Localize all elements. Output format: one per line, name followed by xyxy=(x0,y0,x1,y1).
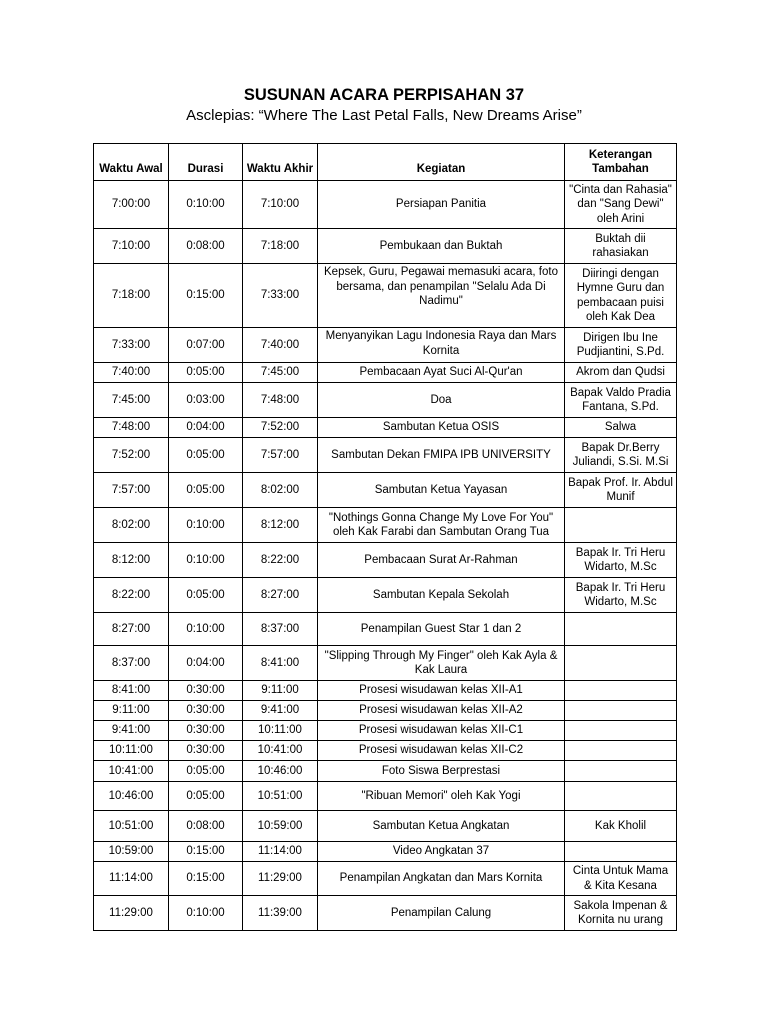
activity-cell: Prosesi wisudawan kelas XII-C1 xyxy=(318,721,565,741)
time-end-cell: 8:12:00 xyxy=(243,508,318,543)
activity-cell: "Slipping Through My Finger" oleh Kak Ayla & Kak Laura xyxy=(318,646,565,681)
time-end-cell: 10:46:00 xyxy=(243,761,318,782)
time-start-cell: 7:40:00 xyxy=(94,363,169,383)
activity-cell: Sambutan Ketua Angkatan xyxy=(318,811,565,842)
time-end-cell: 7:40:00 xyxy=(243,328,318,363)
time-end-cell: 10:59:00 xyxy=(243,811,318,842)
column-header-start: Waktu Awal xyxy=(94,144,169,181)
time-start-cell: 7:18:00 xyxy=(94,264,169,328)
time-end-cell: 10:51:00 xyxy=(243,782,318,811)
time-end-cell: 9:11:00 xyxy=(243,681,318,701)
duration-cell: 0:10:00 xyxy=(169,508,243,543)
duration-cell: 0:30:00 xyxy=(169,681,243,701)
time-end-cell: 8:02:00 xyxy=(243,473,318,508)
time-start-cell: 8:22:00 xyxy=(94,578,169,613)
activity-cell: Penampilan Angkatan dan Mars Kornita xyxy=(318,862,565,896)
note-cell: Diiringi dengan Hymne Guru dan pembacaan puisi oleh Kak Dea xyxy=(565,264,677,328)
column-header-notes: Keterangan Tambahan xyxy=(565,144,677,181)
activity-cell: Pembacaan Surat Ar-Rahman xyxy=(318,543,565,578)
time-start-cell: 7:45:00 xyxy=(94,383,169,418)
document-subtitle: Asclepias: “Where The Last Petal Falls, New Dreams Arise” xyxy=(186,107,582,124)
time-start-cell: 10:41:00 xyxy=(94,761,169,782)
table-row xyxy=(94,701,677,721)
time-start-cell: 8:12:00 xyxy=(94,543,169,578)
note-cell xyxy=(565,761,677,782)
note-cell: Salwa xyxy=(565,418,677,438)
time-start-cell: 7:00:00 xyxy=(94,181,169,229)
note-cell xyxy=(565,508,677,543)
duration-cell: 0:08:00 xyxy=(169,811,243,842)
activity-cell: Sambutan Ketua Yayasan xyxy=(318,473,565,508)
time-start-cell: 8:37:00 xyxy=(94,646,169,681)
activity-cell: Pembukaan dan Buktah xyxy=(318,229,565,264)
time-end-cell: 8:37:00 xyxy=(243,613,318,646)
activity-cell: Sambutan Dekan FMIPA IPB UNIVERSITY xyxy=(318,438,565,473)
time-end-cell: 10:11:00 xyxy=(243,721,318,741)
duration-cell: 0:05:00 xyxy=(169,363,243,383)
time-start-cell: 7:57:00 xyxy=(94,473,169,508)
duration-cell: 0:30:00 xyxy=(169,701,243,721)
schedule-rows xyxy=(94,181,677,931)
time-end-cell: 8:22:00 xyxy=(243,543,318,578)
table-row xyxy=(94,438,677,473)
time-start-cell: 7:10:00 xyxy=(94,229,169,264)
activity-cell: Persiapan Panitia xyxy=(318,181,565,229)
table-row xyxy=(94,473,677,508)
activity-cell: Penampilan Calung xyxy=(318,896,565,931)
activity-cell: Video Angkatan 37 xyxy=(318,842,565,862)
table-row xyxy=(94,264,677,328)
note-cell xyxy=(565,613,677,646)
note-cell: Cinta Untuk Mama & Kita Kesana xyxy=(565,862,677,896)
activity-cell: Penampilan Guest Star 1 dan 2 xyxy=(318,613,565,646)
time-start-cell: 7:52:00 xyxy=(94,438,169,473)
activity-cell: Doa xyxy=(318,383,565,418)
duration-cell: 0:05:00 xyxy=(169,473,243,508)
table-row xyxy=(94,842,677,862)
time-start-cell: 10:46:00 xyxy=(94,782,169,811)
time-end-cell: 8:27:00 xyxy=(243,578,318,613)
note-cell: Bapak Dr.Berry Juliandi, S.Si. M.Si xyxy=(565,438,677,473)
time-end-cell: 10:41:00 xyxy=(243,741,318,761)
note-cell xyxy=(565,721,677,741)
activity-cell: Prosesi wisudawan kelas XII-C2 xyxy=(318,741,565,761)
time-end-cell: 11:29:00 xyxy=(243,862,318,896)
duration-cell: 0:08:00 xyxy=(169,229,243,264)
duration-cell: 0:07:00 xyxy=(169,328,243,363)
time-end-cell: 7:33:00 xyxy=(243,264,318,328)
note-cell xyxy=(565,701,677,721)
note-cell xyxy=(565,741,677,761)
table-row xyxy=(94,383,677,418)
note-cell: Bapak Prof. Ir. Abdul Munif xyxy=(565,473,677,508)
duration-cell: 0:05:00 xyxy=(169,761,243,782)
time-start-cell: 10:59:00 xyxy=(94,842,169,862)
schedule-table xyxy=(93,143,677,931)
duration-cell: 0:10:00 xyxy=(169,613,243,646)
table-row xyxy=(94,896,677,931)
table-row xyxy=(94,181,677,229)
table-row xyxy=(94,761,677,782)
table-row xyxy=(94,418,677,438)
time-end-cell: 11:14:00 xyxy=(243,842,318,862)
table-row xyxy=(94,862,677,896)
table-row xyxy=(94,363,677,383)
time-end-cell: 9:41:00 xyxy=(243,701,318,721)
duration-cell: 0:05:00 xyxy=(169,438,243,473)
duration-cell: 0:05:00 xyxy=(169,782,243,811)
time-start-cell: 9:41:00 xyxy=(94,721,169,741)
time-end-cell: 8:41:00 xyxy=(243,646,318,681)
table-row xyxy=(94,578,677,613)
table-row xyxy=(94,613,677,646)
time-start-cell: 11:14:00 xyxy=(94,862,169,896)
duration-cell: 0:30:00 xyxy=(169,721,243,741)
table-row xyxy=(94,229,677,264)
table-row xyxy=(94,782,677,811)
note-cell: "Cinta dan Rahasia" dan "Sang Dewi" oleh Arini xyxy=(565,181,677,229)
time-start-cell: 10:51:00 xyxy=(94,811,169,842)
time-start-cell: 8:41:00 xyxy=(94,681,169,701)
note-cell xyxy=(565,646,677,681)
note-cell: Akrom dan Qudsi xyxy=(565,363,677,383)
activity-cell: "Nothings Gonna Change My Love For You" oleh Kak Farabi dan Sambutan Orang Tua xyxy=(318,508,565,543)
table-row xyxy=(94,328,677,363)
activity-cell: Kepsek, Guru, Pegawai memasuki acara, foto bersama, dan penampilan "Selalu Ada Di Nadimu" xyxy=(318,264,565,328)
duration-cell: 0:03:00 xyxy=(169,383,243,418)
table-row xyxy=(94,741,677,761)
time-start-cell: 8:27:00 xyxy=(94,613,169,646)
note-cell: Bapak Valdo Pradia Fantana, S.Pd. xyxy=(565,383,677,418)
table-row xyxy=(94,721,677,741)
column-header-end: Waktu Akhir xyxy=(243,144,318,181)
table-row xyxy=(94,543,677,578)
note-cell xyxy=(565,842,677,862)
note-cell: Buktah dii rahasiakan xyxy=(565,229,677,264)
table-row xyxy=(94,681,677,701)
time-end-cell: 7:57:00 xyxy=(243,438,318,473)
activity-cell: Sambutan Ketua OSIS xyxy=(318,418,565,438)
table-row xyxy=(94,508,677,543)
time-end-cell: 11:39:00 xyxy=(243,896,318,931)
duration-cell: 0:05:00 xyxy=(169,578,243,613)
activity-cell: Prosesi wisudawan kelas XII-A1 xyxy=(318,681,565,701)
time-start-cell: 8:02:00 xyxy=(94,508,169,543)
table-row xyxy=(94,646,677,681)
table-header-row xyxy=(94,144,677,181)
activity-cell: Pembacaan Ayat Suci Al-Qur'an xyxy=(318,363,565,383)
duration-cell: 0:15:00 xyxy=(169,842,243,862)
activity-cell: Prosesi wisudawan kelas XII-A2 xyxy=(318,701,565,721)
duration-cell: 0:15:00 xyxy=(169,264,243,328)
column-header-duration: Durasi xyxy=(169,144,243,181)
duration-cell: 0:04:00 xyxy=(169,418,243,438)
table-row xyxy=(94,811,677,842)
time-end-cell: 7:45:00 xyxy=(243,363,318,383)
duration-cell: 0:04:00 xyxy=(169,646,243,681)
time-start-cell: 7:48:00 xyxy=(94,418,169,438)
note-cell xyxy=(565,782,677,811)
duration-cell: 0:15:00 xyxy=(169,862,243,896)
activity-cell: Menyanyikan Lagu Indonesia Raya dan Mars Kornita xyxy=(318,328,565,363)
duration-cell: 0:10:00 xyxy=(169,181,243,229)
activity-cell: Sambutan Kepala Sekolah xyxy=(318,578,565,613)
note-cell: Kak Kholil xyxy=(565,811,677,842)
activity-cell: Foto Siswa Berprestasi xyxy=(318,761,565,782)
time-start-cell: 11:29:00 xyxy=(94,896,169,931)
time-end-cell: 7:52:00 xyxy=(243,418,318,438)
column-header-activity: Kegiatan xyxy=(318,144,565,181)
time-end-cell: 7:10:00 xyxy=(243,181,318,229)
duration-cell: 0:10:00 xyxy=(169,896,243,931)
time-start-cell: 10:11:00 xyxy=(94,741,169,761)
time-end-cell: 7:48:00 xyxy=(243,383,318,418)
time-start-cell: 7:33:00 xyxy=(94,328,169,363)
time-start-cell: 9:11:00 xyxy=(94,701,169,721)
document-title: SUSUNAN ACARA PERPISAHAN 37 xyxy=(243,86,525,104)
note-cell: Bapak Ir. Tri Heru Widarto, M.Sc xyxy=(565,578,677,613)
time-end-cell: 7:18:00 xyxy=(243,229,318,264)
note-cell: Dirigen Ibu Ine Pudjiantini, S.Pd. xyxy=(565,328,677,363)
activity-cell: "Ribuan Memori" oleh Kak Yogi xyxy=(318,782,565,811)
note-cell xyxy=(565,681,677,701)
note-cell: Sakola Impenan & Kornita nu urang xyxy=(565,896,677,931)
duration-cell: 0:10:00 xyxy=(169,543,243,578)
duration-cell: 0:30:00 xyxy=(169,741,243,761)
note-cell: Bapak Ir. Tri Heru Widarto, M.Sc xyxy=(565,543,677,578)
